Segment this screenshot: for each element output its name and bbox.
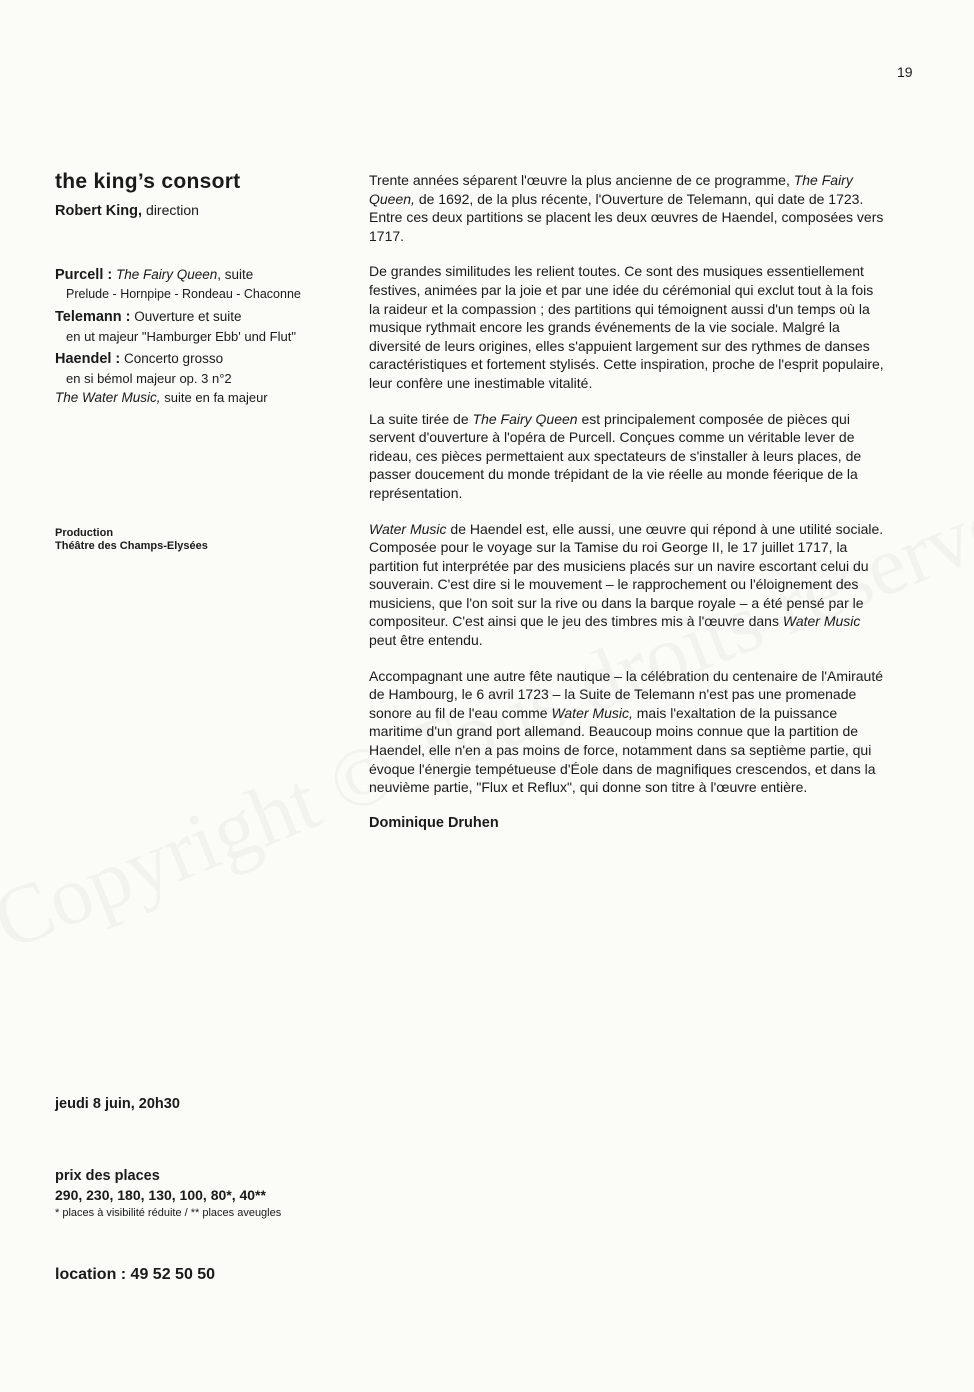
- composer-name: Haendel :: [55, 351, 121, 367]
- text-run: de 1692, de la plus récente, l'Ouverture de Telemann, qui date de 1723. Entre ces deux partitions se placent les deux œuvres de Haendel, composées vers 1717.: [369, 190, 884, 244]
- text-run: mais l'exaltation de la puissance maritime d'un grand port allemand. Beaucoup moins connue que la partition de Haendel, elle n'en a pas moins de force, notamment dans sa septième partie, qui évoque l'énergie tempétueuse d'Éole dans de magnifiques crescendos, et dans la neuvième partie, "Flux et Reflux", qui donne son titre à l'œuvre entière.: [369, 704, 876, 796]
- booking-phone: location : 49 52 50 50: [55, 1266, 216, 1283]
- work-key: en ut majeur "Hamburger Ebb' und Flut": [66, 329, 296, 344]
- author-name: Dominique Druhen: [369, 814, 499, 831]
- italic-title: Water Music: [782, 613, 861, 630]
- work-title: The Fairy Queen: [115, 267, 218, 282]
- conductor-name: Robert King,: [55, 203, 142, 219]
- text-run: Trente années séparent l'œuvre la plus ancienne de ce programme,: [369, 172, 794, 188]
- italic-title: The Fairy Queen: [472, 410, 578, 427]
- conductor-role: direction: [146, 202, 199, 218]
- concert-header: [55, 170, 345, 219]
- paragraph: [369, 171, 884, 245]
- work-extra-type: suite en fa majeur: [164, 390, 268, 405]
- text-run: Accompagnant une autre fête nautique – la célébration du centenaire de l'Amirauté de Hambourg, le 6 avril 1723 – la Suite de Telemann n'est pas une promenade sonore au fil de l'eau comme: [369, 667, 884, 721]
- production-name: Théâtre des Champs-Elysées: [55, 540, 208, 552]
- page-number: 19: [897, 64, 913, 80]
- work-extra-title: The Water Music,: [55, 390, 161, 405]
- work-type: , suite: [217, 267, 254, 282]
- paragraph: [369, 520, 884, 650]
- italic-title: The Fairy Queen,: [369, 172, 853, 207]
- program-notes: [369, 171, 884, 832]
- paragraph: [369, 667, 884, 797]
- work-title: Ouverture et suite: [134, 309, 242, 324]
- paragraph: [369, 410, 884, 503]
- prices-note: * places à visibilité réduite / ** places aveugles: [55, 1207, 282, 1219]
- text-run: peut être entendu.: [369, 632, 483, 649]
- composer-name: Telemann :: [55, 309, 131, 325]
- composer-name: Purcell :: [55, 267, 113, 283]
- ensemble-name: the king’s consort: [55, 170, 241, 193]
- work-extra: [55, 390, 268, 405]
- concert-date: jeudi 8 juin, 20h30: [55, 1096, 180, 1112]
- text-run: La suite tirée de: [369, 410, 473, 427]
- prices-values: 290, 230, 180, 130, 100, 80*, 40**: [55, 1187, 266, 1203]
- program-list: [55, 265, 355, 410]
- italic-title: Water Music: [369, 520, 447, 537]
- production-label: Production: [55, 527, 114, 539]
- program-entry-telemann: [55, 307, 355, 346]
- text-run: de Haendel est, elle aussi, une œuvre qui répond à une utilité sociale. Composée pour le voyage sur la Tamise du roi George II, le 17 juillet 1717, la partition fut interprétée par des musiciens placés sur un navire escortant celui du souverain. C'est dire si le mouvement – le rapprochement ou l'éloignement des musiciens, que l'on soit sur la rive ou dans la barque royale – a été pensé par le compositeur. C'est ainsi que le jeu des timbres mis à l'œuvre dans: [369, 520, 884, 630]
- paragraph: De grandes similitudes les relient toutes. Ce sont des musiques essentiellement festives, animées par la joie et par une idée du cérémonial qui exclut tout à la fois la raideur et la compassion ; des partitions qui témoignent aussi d'un temps où la musique rythmait encore les grands événements de la vie sociale. Malgré la diversité de leurs origines, elles s'appuient largement sur des rythmes de danses caractéristiques et fortement stylisés. Cette inspiration, proche de l'esprit populaire, leur confère une inestimable vitalité.: [369, 263, 884, 391]
- work-key: en si bémol majeur op. 3 n°2: [66, 371, 232, 386]
- italic-title: Water Music,: [551, 704, 633, 721]
- work-movements: Prelude - Hornpipe - Rondeau - Chaconne: [66, 287, 301, 301]
- prices-label: prix des places: [55, 1168, 160, 1184]
- ticket-prices: [55, 1168, 281, 1219]
- work-title: Concerto grosso: [124, 351, 224, 366]
- program-entry-haendel: [55, 349, 355, 407]
- text-run: est principalement composée de pièces qui servent d'ouverture à l'opéra de Purcell. Conçues comme un véritable lever de rideau, ces pièces permettaient aux spectateurs de s'installer à leurs places, de passer doucement du monde trépidant de la vie réelle au monde féerique de la représentation.: [369, 410, 862, 501]
- production-credit: [55, 527, 208, 553]
- conductor-line: [55, 202, 345, 219]
- program-entry-purcell: [55, 265, 355, 304]
